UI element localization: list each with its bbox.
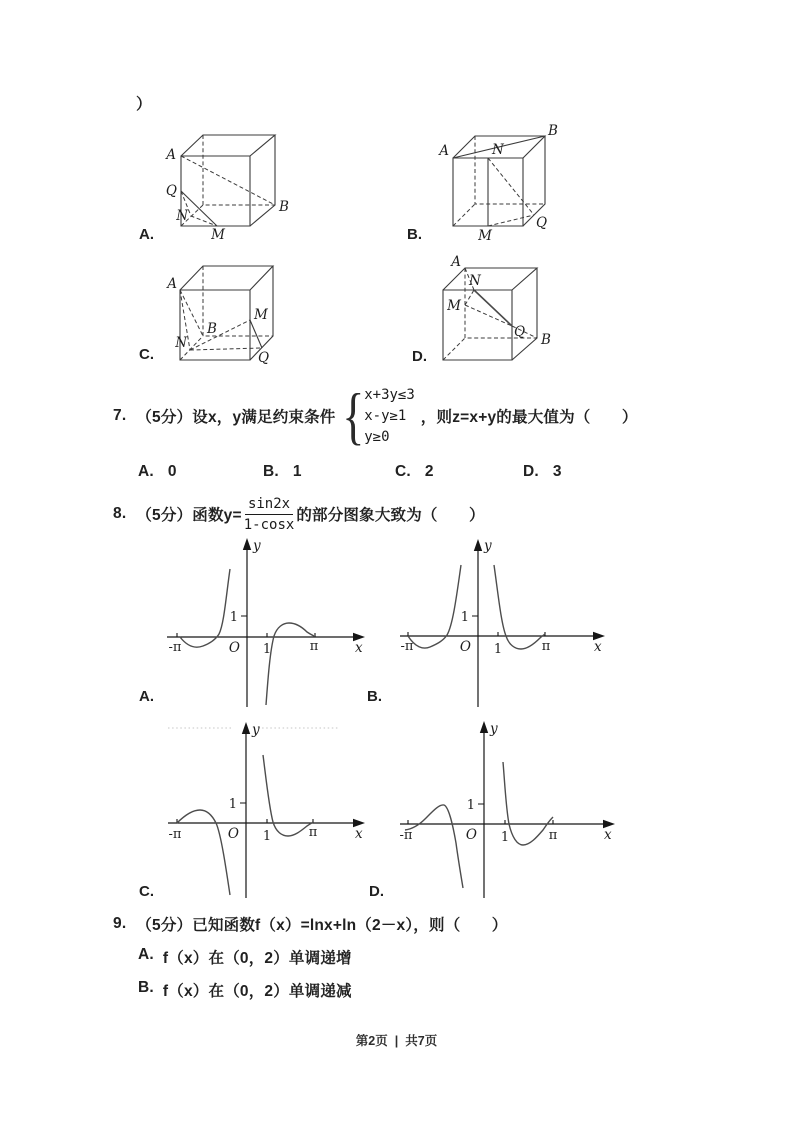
- tick-one: 1: [262, 642, 272, 657]
- tick-one: 1: [262, 829, 272, 844]
- option-value: 3: [552, 463, 562, 480]
- footer-page-number: 第2页: [355, 1034, 388, 1048]
- cube-figure-a: [160, 123, 300, 245]
- option-text: f（x）在（0，2）单调递增: [162, 950, 352, 967]
- origin-label: O: [465, 827, 477, 843]
- constraint-1: x+3y≤3: [364, 386, 415, 403]
- point-label-A: A: [439, 143, 449, 159]
- question-7-suffix: ，则z=x+y的最大值为（ ）: [420, 409, 638, 426]
- y-axis-arrow: [474, 539, 482, 551]
- cube-figure-c: [165, 258, 295, 373]
- graph-label-d: D.: [369, 883, 384, 900]
- option-value: 1: [292, 463, 302, 480]
- option-label: B.: [138, 979, 154, 996]
- x-axis-label: x: [594, 639, 602, 655]
- question-8-number: 8.: [113, 505, 127, 522]
- graph-label-a: A.: [139, 688, 154, 705]
- tick-neg-pi: -π: [400, 639, 414, 654]
- tick-pi: π: [548, 828, 558, 843]
- option-label: B.: [263, 463, 279, 480]
- left-brace: {: [341, 379, 364, 451]
- point-label-M: M: [478, 228, 492, 244]
- question-7-option-d: [523, 463, 562, 481]
- ytick-one: 1: [229, 610, 238, 625]
- graph-label-c: C.: [139, 883, 154, 900]
- fraction-denominator: 1-cosx: [243, 516, 295, 533]
- figure-label-d: D.: [412, 348, 427, 365]
- y-axis-label: y: [252, 722, 260, 738]
- constraint-3: y≥0: [364, 428, 390, 445]
- origin-label: O: [459, 639, 471, 655]
- point-label-N: N: [469, 273, 481, 289]
- question-7: [113, 379, 638, 451]
- point-label-B: B: [207, 321, 217, 337]
- tick-neg-pi: -π: [168, 827, 182, 842]
- tick-pi: π: [308, 825, 318, 840]
- cube-figure-d: [428, 253, 563, 373]
- option-label: A.: [138, 946, 154, 963]
- question6-tail-paren: ）: [136, 96, 152, 113]
- page-footer: [0, 1031, 793, 1049]
- option-label: C.: [395, 463, 411, 480]
- question-7-option-a: [138, 463, 177, 481]
- constraint-2: x-y≥1: [364, 407, 407, 424]
- question-9-option-b: [138, 979, 352, 1001]
- point-label-Q: Q: [514, 324, 526, 340]
- graph-option-b: [395, 533, 615, 715]
- point-label-Q: Q: [258, 350, 270, 366]
- point-label-A: A: [167, 276, 177, 292]
- figure-label-b: B.: [407, 226, 422, 243]
- point-label-A: A: [166, 147, 176, 163]
- option-label: A.: [138, 463, 154, 480]
- x-axis-label: x: [355, 640, 363, 656]
- option-label: D.: [523, 463, 539, 480]
- ytick-one: 1: [228, 797, 237, 812]
- question-9-option-a: [138, 946, 352, 968]
- point-label-N: N: [176, 208, 188, 224]
- point-label-Q: Q: [536, 215, 548, 231]
- point-label-Q: Q: [165, 183, 177, 199]
- question-8-suffix: 的部分图象大致为（ ）: [296, 507, 485, 524]
- tick-one: 1: [493, 642, 503, 657]
- option-text: f（x）在（0，2）单调递减: [162, 983, 352, 1000]
- point-label-A: A: [451, 254, 461, 270]
- question-7-constraints: [364, 385, 415, 448]
- question-9: [113, 913, 508, 935]
- x-axis-label: x: [604, 827, 612, 843]
- point-label-M: M: [254, 307, 268, 323]
- graph-option-a: [160, 533, 370, 715]
- origin-label: O: [227, 826, 239, 842]
- ytick-one: 1: [466, 798, 475, 813]
- fraction: [244, 495, 295, 534]
- tick-pi: π: [541, 639, 551, 654]
- graph-label-b: B.: [367, 688, 382, 705]
- y-axis-label: y: [253, 538, 261, 554]
- point-label-B: B: [548, 123, 558, 139]
- question-7-number: 7.: [113, 407, 127, 424]
- tick-neg-pi: -π: [399, 828, 413, 843]
- point-label-B: B: [541, 332, 551, 348]
- footer-total-pages: 共7页: [405, 1034, 438, 1048]
- y-axis-label: y: [490, 721, 498, 737]
- tick-pi: π: [309, 639, 319, 654]
- question-7-prefix: （5分）设x，y满足约束条件: [136, 409, 336, 426]
- x-axis-label: x: [355, 826, 363, 842]
- tick-one: 1: [500, 830, 510, 845]
- figure-label-c: C.: [139, 346, 154, 363]
- point-label-M: M: [447, 298, 461, 314]
- fraction-numerator: sin2x: [245, 495, 293, 515]
- y-axis-arrow: [480, 721, 488, 733]
- question-9-text: （5分）已知函数f（x）=lnx+ln（2－x），则（ ）: [136, 917, 508, 934]
- graph-option-d: [395, 718, 620, 902]
- question-7-option-c: [395, 463, 434, 481]
- question-8: [113, 492, 485, 536]
- point-label-B: B: [279, 199, 289, 215]
- footer-separator: |: [394, 1034, 399, 1048]
- question-9-number: 9.: [113, 915, 127, 932]
- y-axis-arrow: [243, 538, 251, 550]
- point-label-M: M: [211, 227, 225, 243]
- origin-label: O: [228, 640, 240, 656]
- y-axis-arrow: [242, 722, 250, 734]
- y-axis-label: y: [484, 538, 492, 554]
- graph-option-c: [160, 718, 370, 902]
- question-8-prefix: （5分）函数y=: [136, 507, 242, 524]
- cube-figure-b: [430, 123, 570, 245]
- option-value: 0: [167, 463, 177, 480]
- option-value: 2: [424, 463, 434, 480]
- figure-label-a: A.: [139, 226, 154, 243]
- ytick-one: 1: [460, 610, 469, 625]
- tick-neg-pi: -π: [168, 640, 182, 655]
- point-label-N: N: [175, 335, 187, 351]
- point-label-N: N: [492, 142, 504, 158]
- question-7-option-b: [263, 463, 302, 481]
